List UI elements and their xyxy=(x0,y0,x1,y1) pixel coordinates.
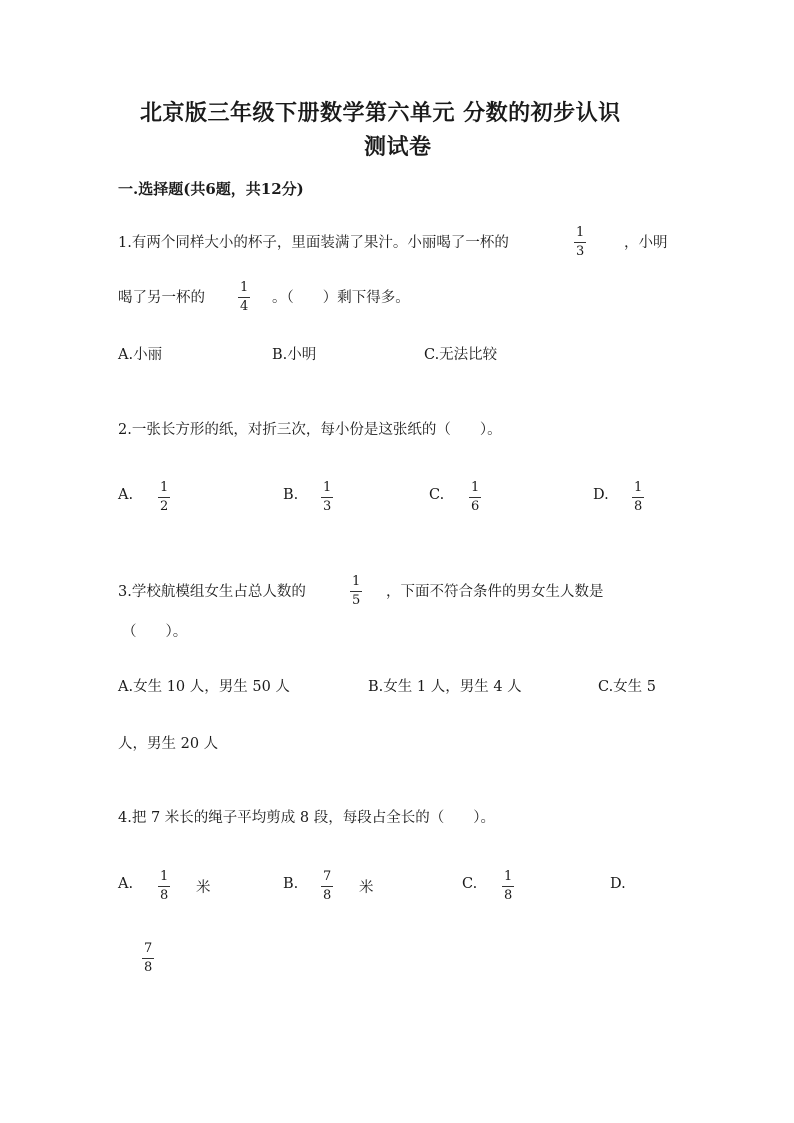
q1-stem-part3: 喝了另一杯的 xyxy=(118,290,205,306)
fraction-numerator: 1 xyxy=(240,280,249,295)
fraction-bar xyxy=(321,497,333,498)
q4-stem: 4.把 7 米长的绳子平均剪成 8 段，每段占全长的（ ）。 xyxy=(118,810,495,826)
fraction-denominator: 8 xyxy=(323,888,332,903)
q4-option-c-fraction[interactable] xyxy=(502,870,514,903)
fraction-bar xyxy=(502,886,514,887)
q3-fraction-one-fifth xyxy=(350,575,362,608)
q4-option-b-unit: 米 xyxy=(359,880,374,896)
q3-option-c-continued[interactable]: 人，男生 20 人 xyxy=(118,736,219,752)
fraction-denominator: 2 xyxy=(160,499,169,514)
fraction-numerator: 1 xyxy=(323,480,332,495)
q1-fraction-one-third xyxy=(574,226,586,259)
fraction-denominator: 8 xyxy=(634,499,643,514)
q2-option-d-label[interactable]: D. xyxy=(593,487,609,503)
fraction-numerator: 1 xyxy=(160,480,169,495)
q2-option-b-label[interactable]: B. xyxy=(283,487,299,503)
q1-stem-part1: 1.有两个同样大小的杯子，里面装满了果汁。小丽喝了一杯的 xyxy=(118,235,509,251)
q4-option-d-label[interactable]: D. xyxy=(610,876,626,892)
fraction-denominator: 3 xyxy=(323,499,332,514)
fraction-bar xyxy=(238,297,250,298)
q3-stem-part3: （ ）。 xyxy=(122,624,188,640)
q4-option-c-label[interactable]: C. xyxy=(462,876,478,892)
fraction-denominator: 8 xyxy=(504,888,513,903)
q2-stem: 2.一张长方形的纸，对折三次，每小份是这张纸的（ ）。 xyxy=(118,422,502,438)
fraction-bar xyxy=(158,497,170,498)
q3-option-b[interactable]: B.女生 1 人，男生 4 人 xyxy=(368,679,522,695)
fraction-numerator: 1 xyxy=(471,480,480,495)
fraction-numerator: 1 xyxy=(504,869,513,884)
fraction-bar xyxy=(574,242,586,243)
q4-option-a-fraction[interactable] xyxy=(158,870,170,903)
page-title: 北京版三年级下册数学第六单元 分数的初步认识 xyxy=(140,100,621,126)
fraction-numerator: 7 xyxy=(144,941,153,956)
q2-option-b-fraction[interactable] xyxy=(321,481,333,514)
q4-option-b-fraction[interactable] xyxy=(321,870,333,903)
q3-option-a[interactable]: A.女生 10 人，男生 50 人 xyxy=(118,679,290,695)
q2-option-a-fraction[interactable] xyxy=(158,481,170,514)
q1-option-a[interactable]: A.小丽 xyxy=(118,347,163,363)
q4-option-d-fraction[interactable] xyxy=(142,942,154,975)
q2-option-a-label[interactable]: A. xyxy=(118,487,134,503)
fraction-denominator: 5 xyxy=(352,593,361,608)
fraction-numerator: 7 xyxy=(323,869,332,884)
fraction-denominator: 6 xyxy=(471,499,480,514)
q2-option-c-fraction[interactable] xyxy=(469,481,481,514)
q3-stem-part1: 3.学校航模组女生占总人数的 xyxy=(118,584,306,600)
q4-option-a-unit: 米 xyxy=(196,880,211,896)
q1-fraction-one-fourth xyxy=(238,281,250,314)
fraction-numerator: 1 xyxy=(352,574,361,589)
fraction-bar xyxy=(158,886,170,887)
q2-option-d-fraction[interactable] xyxy=(632,481,644,514)
fraction-denominator: 3 xyxy=(576,244,585,259)
q1-option-c[interactable]: C.无法比较 xyxy=(424,347,498,363)
page-title-line2: 测试卷 xyxy=(364,134,432,160)
fraction-numerator: 1 xyxy=(576,225,585,240)
fraction-bar xyxy=(632,497,644,498)
fraction-bar xyxy=(321,886,333,887)
fraction-numerator: 1 xyxy=(634,480,643,495)
fraction-denominator: 4 xyxy=(240,299,249,314)
fraction-bar xyxy=(142,958,154,959)
q2-option-c-label[interactable]: C. xyxy=(429,487,445,503)
q3-stem-part2: ，下面不符合条件的男女生人数是 xyxy=(386,584,604,600)
fraction-bar xyxy=(469,497,481,498)
fraction-bar xyxy=(350,591,362,592)
q1-stem-part2: ，小明 xyxy=(624,235,668,251)
fraction-denominator: 8 xyxy=(144,960,153,975)
fraction-numerator: 1 xyxy=(160,869,169,884)
q4-option-b-label[interactable]: B. xyxy=(283,876,299,892)
section-heading: 一.选择题(共6题，共12分) xyxy=(118,180,304,198)
q3-option-c[interactable]: C.女生 5 xyxy=(598,679,657,695)
q1-option-b[interactable]: B.小明 xyxy=(272,347,317,363)
q1-stem-part4: 。（ ）剩下得多。 xyxy=(272,290,410,306)
fraction-denominator: 8 xyxy=(160,888,169,903)
q4-option-a-label[interactable]: A. xyxy=(118,876,134,892)
